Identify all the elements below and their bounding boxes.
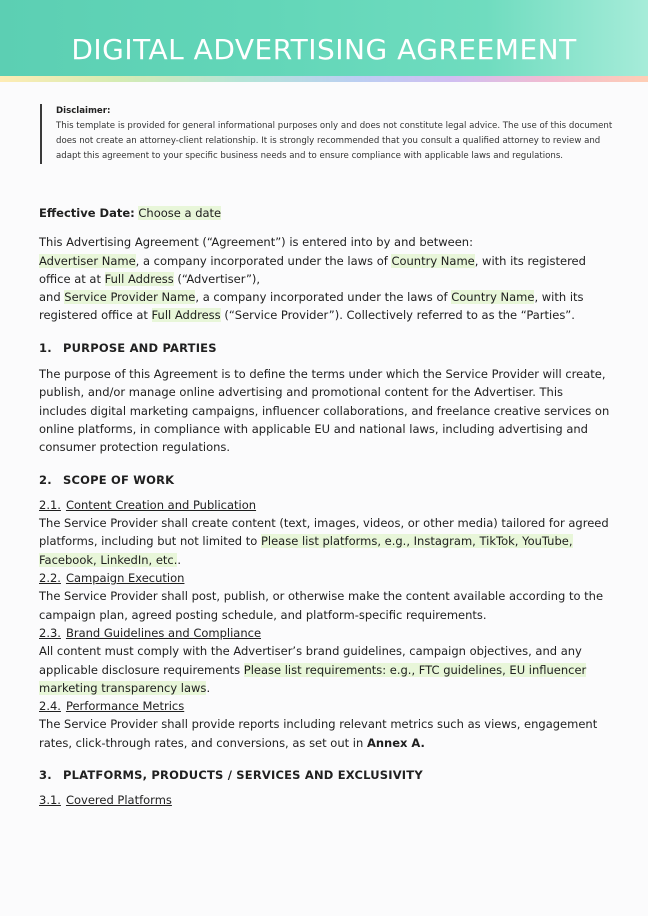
subsection-number: 3.1. [39, 793, 61, 808]
header-banner [0, 0, 648, 76]
intro-text: , with its registered office at [39, 290, 584, 323]
subsection-body: The Service Provider shall create content (text, images, videos, or other media) tailored for agreed platforms, including but not limited to [39, 516, 609, 549]
document-body [39, 204, 611, 810]
section-number: 1. [39, 340, 52, 355]
disclaimer-text: This template is provided for general informational purposes only and does not constitute legal advice. The use of this document does not create an attorney-client relationship. It is strongly recommended that you consult a qualified attorney to review and adapt this agreement to your specific business needs and to ensure compliance with applicable laws and regulations. [56, 121, 613, 161]
section-text: The purpose of this Agreement is to define the terms under which the Service Provider will create, publish, and/or manage online advertising and promotional content for the Advertiser. This includes digital marketing campaigns, influencer collaborations, and freelance creative services on online platforms, in compliance with applicable EU and national laws, including advertising and consumer protection regulations. [39, 367, 610, 455]
section-title: PURPOSE AND PARTIES [63, 340, 217, 355]
annex-reference: Annex A. [366, 735, 425, 750]
intro-paragraph: This Advertising Agreement (“Agreement”) is entered into by and between: Advertiser Name, a company incorporated under the laws of Country Name, with its registered office at at Full Address (“Advertiser”), and Service Provider Name, a company incorporated under the laws of Country Name, with its registered office at Full Address (“Service Provider”). Collectively referred to as the “Parties”. [39, 235, 586, 323]
subsection-text [39, 514, 611, 569]
intro-text: , a company incorporated under the laws of [135, 253, 392, 268]
section-heading [39, 471, 611, 489]
section-number: 2. [39, 472, 52, 487]
section-heading [39, 339, 611, 357]
section-heading [39, 766, 611, 784]
section-title: PLATFORMS, PRODUCTS / SERVICES AND EXCLUSIVITY [63, 768, 423, 783]
subsection-title: Performance Metrics [65, 699, 185, 714]
intro-line: This Advertising Agreement (“Agreement”) is entered into by and between: [39, 235, 473, 250]
subsection-heading [39, 624, 611, 642]
effective-date-label: Effective Date: [39, 206, 135, 220]
subsection-punctuation: . [177, 552, 182, 567]
subsection-title: Campaign Execution [65, 571, 185, 586]
subsection-number: 2.4. [39, 699, 61, 714]
subsection-body: The Service Provider shall provide reports including relevant metrics such as views, engagement rates, click-through rates, and conversions, as set out in [39, 717, 598, 750]
subsection-heading [39, 791, 611, 809]
section-number: 3. [39, 768, 52, 783]
document-title: DIGITAL ADVERTISING AGREEMENT [71, 33, 577, 66]
advertiser-address-field[interactable]: Full Address [104, 271, 174, 286]
disclaimer-title: Disclaimer: [56, 106, 111, 116]
subsection-title: Content Creation and Publication [65, 497, 257, 512]
header-gradient-divider [0, 76, 648, 82]
subsection-number: 2.3. [39, 625, 61, 640]
subsection-number: 2.1. [39, 497, 61, 512]
subsection-title: Brand Guidelines and Compliance [65, 625, 262, 640]
subsection-heading [39, 697, 611, 715]
section-title: SCOPE OF WORK [63, 472, 175, 487]
intro-text: (“Advertiser”), [173, 271, 261, 286]
service-provider-address-field[interactable]: Full Address [151, 308, 221, 323]
subsection-heading [39, 569, 611, 587]
service-provider-country-field[interactable]: Country Name [451, 290, 535, 305]
effective-date-row [39, 204, 611, 222]
advertiser-name-field[interactable]: Advertiser Name [39, 253, 136, 268]
subsection-text [39, 642, 611, 697]
platforms-field[interactable]: Please list platforms, e.g., Instagram, TikTok, YouTube, Facebook, LinkedIn, etc. [39, 534, 573, 567]
intro-text: (“Service Provider”). Collectively referred to as the “Parties”. [220, 308, 575, 323]
intro-text: , with its registered office at [39, 253, 586, 286]
subsection-title: Covered Platforms [65, 793, 172, 808]
effective-date-field[interactable]: Choose a date [138, 206, 222, 220]
disclaimer-block [40, 104, 616, 164]
subsection-text [39, 715, 611, 752]
advertiser-country-field[interactable]: Country Name [391, 253, 475, 268]
subsection-punctuation: . [206, 680, 211, 695]
intro-text: , a company incorporated under the laws of [195, 290, 452, 305]
requirements-field[interactable]: Please list requirements: e.g., FTC guidelines, EU influencer marketing transparency laws [39, 662, 587, 695]
subsection-text: The Service Provider shall post, publish, or otherwise make the content available according to the campaign plan, agreed posting schedule, and platform-specific requirements. [39, 589, 604, 622]
intro-text: and [39, 290, 65, 305]
service-provider-name-field[interactable]: Service Provider Name [64, 290, 196, 305]
subsection-heading [39, 496, 611, 514]
subsection-number: 2.2. [39, 571, 61, 586]
subsection-body: All content must comply with the Advertiser’s brand guidelines, campaign objectives, and any applicable disclosure requirements [39, 644, 582, 677]
